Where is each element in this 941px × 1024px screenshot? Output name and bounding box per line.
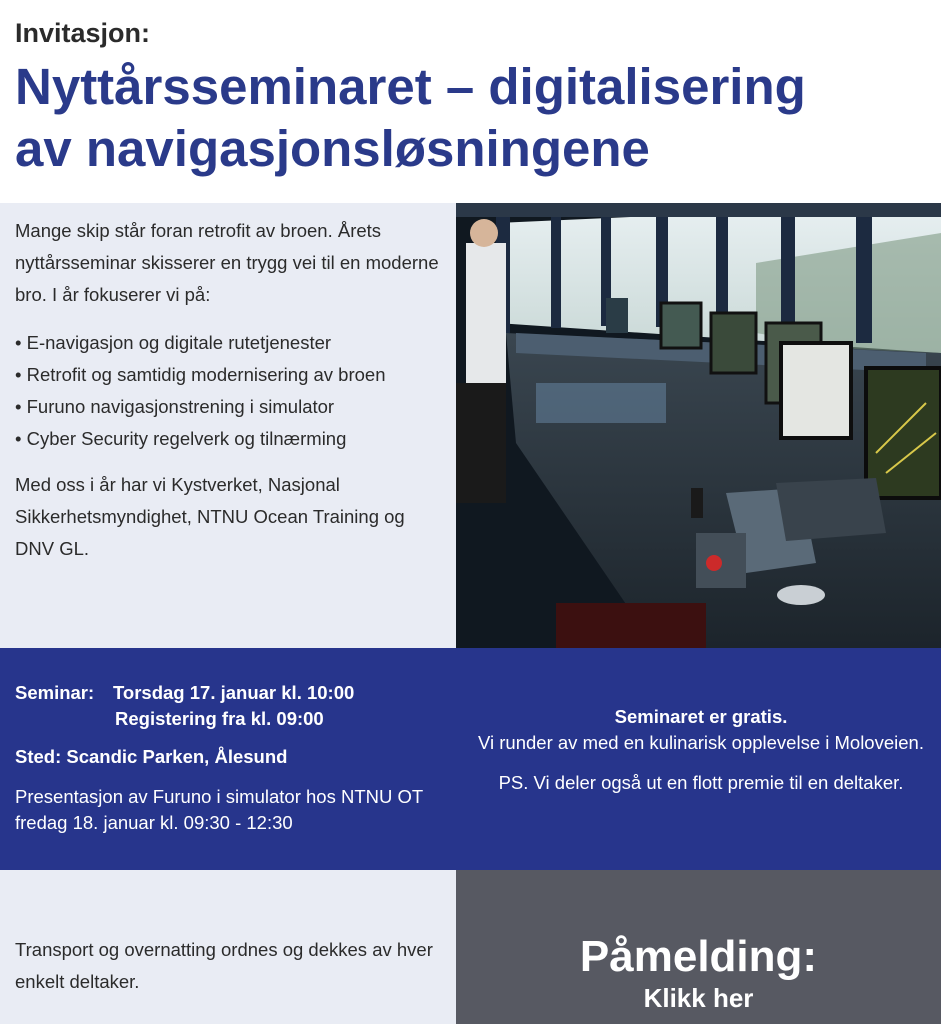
signup-button[interactable] bbox=[456, 870, 941, 1024]
ship-bridge-illustration bbox=[456, 203, 941, 648]
transport-panel bbox=[0, 870, 456, 1024]
free-notice: Seminaret er gratis. bbox=[614, 706, 788, 727]
topic-item: • Cyber Security regelverk og tilnærming bbox=[15, 423, 442, 455]
title-line-2: av navigasjonsløsningene bbox=[15, 120, 650, 177]
header bbox=[0, 0, 941, 203]
event-location: Sted: Scandic Parken, Ålesund bbox=[15, 746, 288, 767]
food-notice: Vi runder av med en kulinarisk opplevelse i Moloveien. bbox=[478, 732, 924, 753]
seminar-time: Torsdag 17. januar kl. 10:00 bbox=[113, 682, 355, 703]
page-title bbox=[15, 56, 935, 180]
topic-list bbox=[15, 327, 442, 455]
topic-item: • E-navigasjon og digitale rutetjenester bbox=[15, 327, 442, 359]
transport-notice: Transport og overnatting ordnes og dekkes av hver enkelt deltaker. bbox=[15, 939, 433, 992]
signup-link[interactable]: Klikk her bbox=[643, 983, 754, 1013]
details-band bbox=[0, 648, 941, 870]
prize-notice: PS. Vi deler også ut en flott premie til en deltaker. bbox=[498, 772, 904, 793]
partners-paragraph: Med oss i år har vi Kystverket, Nasjonal Sikkerhetsmyndighet, NTNU Ocean Training og DNV GL. bbox=[15, 474, 405, 559]
simulator-presentation: Presentasjon av Furuno i simulator hos NTNU OT fredag 18. januar kl. 09:30 - 12:30 bbox=[15, 786, 423, 833]
signup-heading: Påmelding: bbox=[579, 932, 818, 981]
invite-label: Invitasjon: bbox=[15, 18, 151, 48]
seminar-row bbox=[15, 680, 455, 706]
ship-bridge-photo bbox=[456, 203, 941, 648]
intro-paragraph: Mange skip står foran retrofit av broen. Årets nyttårsseminar skisserer en trygg vei til en moderne bro. I år fokuserer vi på: bbox=[15, 220, 439, 305]
seminar-label: Seminar: bbox=[15, 682, 95, 703]
topic-item: • Retrofit og samtidig modernisering av broen bbox=[15, 359, 442, 391]
intro-panel bbox=[0, 203, 456, 648]
registration-time: Registering fra kl. 09:00 bbox=[115, 708, 324, 729]
topic-item: • Furuno navigasjonstrening i simulator bbox=[15, 391, 442, 423]
title-line-1: Nyttårsseminaret – digitalisering bbox=[15, 58, 806, 115]
event-details bbox=[15, 680, 455, 836]
event-info bbox=[460, 704, 941, 796]
